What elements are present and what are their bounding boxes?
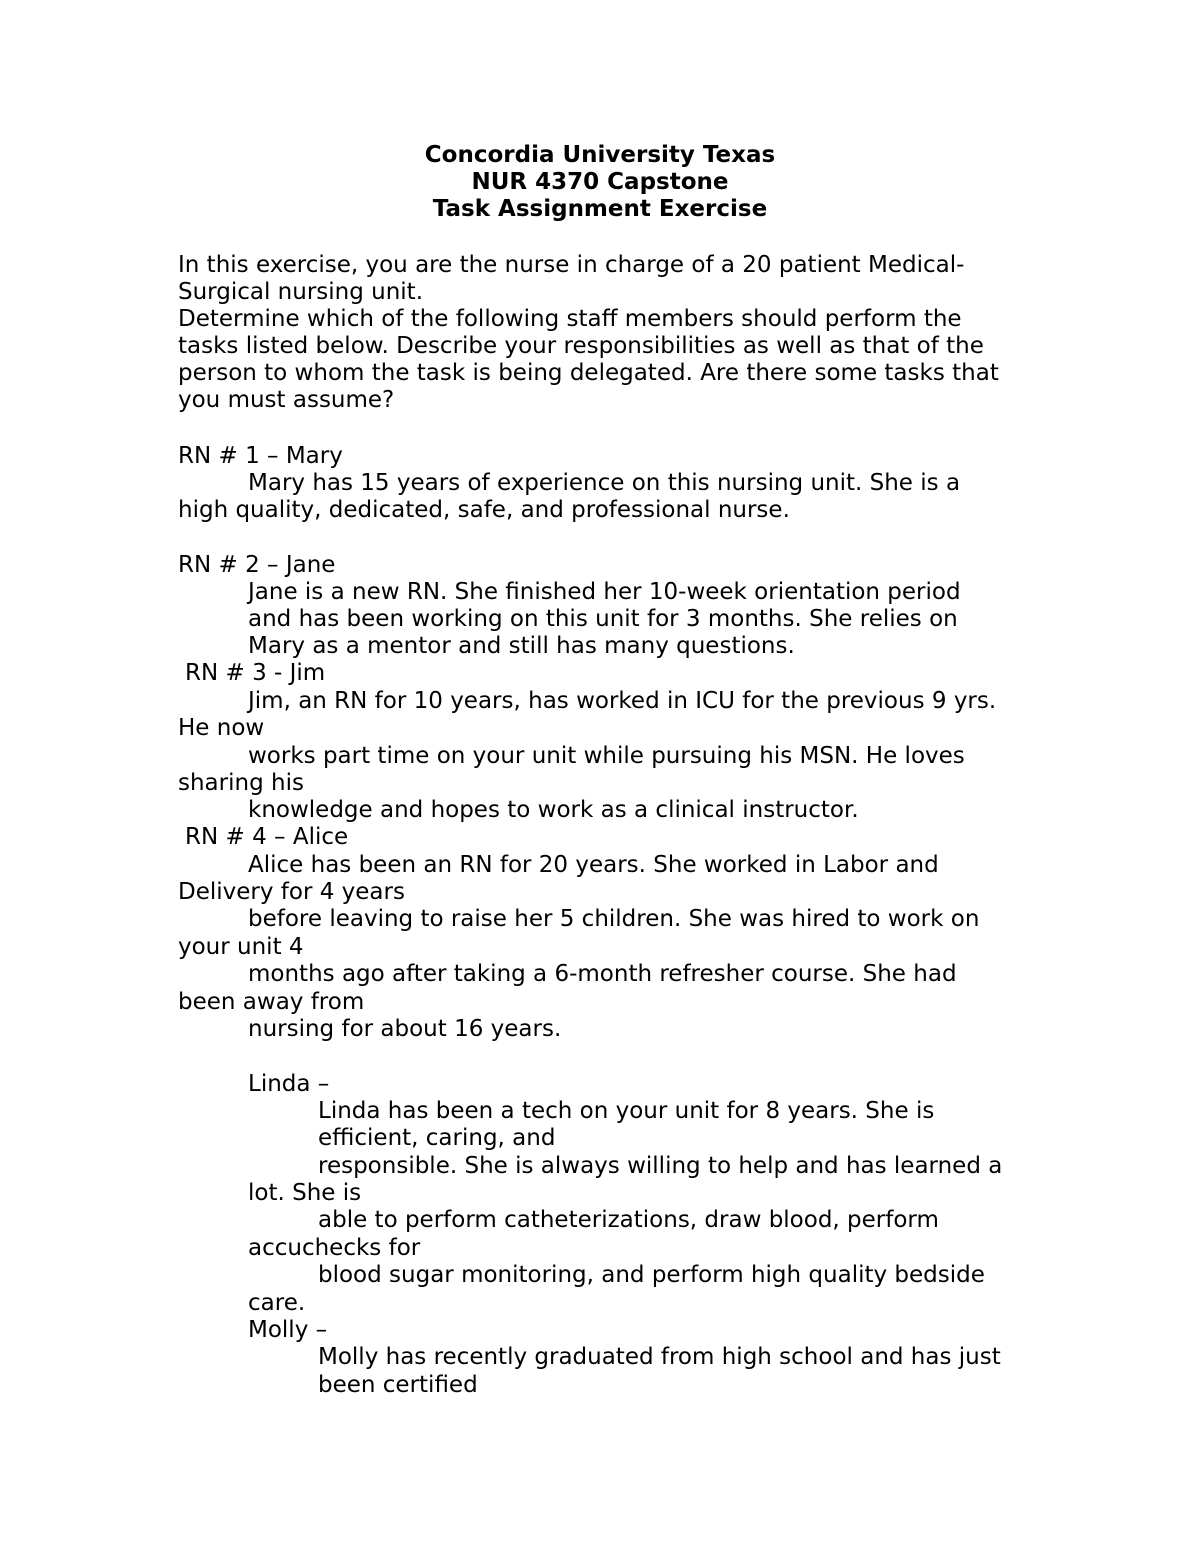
staff-heading-rn3: RN # 3 - Jim (185, 660, 326, 686)
staff-heading-linda: Linda – (248, 1071, 330, 1097)
staff-heading-rn1: RN # 1 – Mary (178, 443, 343, 469)
staff-description-line: your unit 4 (178, 934, 304, 960)
intro-line: In this exercise, you are the nurse in charge of a 20 patient Medical- (178, 252, 965, 278)
intro-line: person to whom the task is being delegated. Are there some tasks that (178, 360, 999, 386)
staff-description-line: blood sugar monitoring, and perform high quality bedside (318, 1262, 985, 1288)
staff-description-line: sharing his (178, 770, 304, 796)
staff-description-line: high quality, dedicated, safe, and professional nurse. (178, 497, 790, 523)
course-title: NUR 4370 Capstone (471, 169, 729, 195)
staff-description-line: responsible. She is always willing to help and has learned a (318, 1153, 1003, 1179)
staff-description-line: nursing for about 16 years. (248, 1016, 562, 1042)
staff-description-line: lot. She is (248, 1180, 362, 1206)
staff-heading-molly: Molly – (248, 1317, 328, 1343)
staff-heading-rn4: RN # 4 – Alice (185, 824, 349, 850)
staff-description-line: able to perform catheterizations, draw blood, perform (318, 1207, 939, 1233)
staff-description-line: efficient, caring, and (318, 1125, 556, 1151)
staff-description-line: Mary as a mentor and still has many questions. (248, 633, 795, 659)
staff-description-line: Molly has recently graduated from high school and has just (318, 1344, 1001, 1370)
staff-description-line: knowledge and hopes to work as a clinical instructor. (248, 797, 859, 823)
staff-description-line: Mary has 15 years of experience on this nursing unit. She is a (248, 470, 961, 496)
staff-description-line: care. (248, 1290, 306, 1316)
staff-description-line: been certified (318, 1372, 478, 1398)
staff-description-line: Jim, an RN for 10 years, has worked in ICU for the previous 9 yrs. (248, 688, 997, 714)
intro-line: you must assume? (178, 387, 395, 413)
staff-description-line: accuchecks for (248, 1235, 421, 1261)
staff-description-line: Alice has been an RN for 20 years. She worked in Labor and (248, 852, 939, 878)
staff-description-line: and has been working on this unit for 3 months. She relies on (248, 606, 958, 632)
staff-description-line: Delivery for 4 years (178, 879, 405, 905)
university-title: Concordia University Texas (424, 142, 776, 168)
staff-heading-rn2: RN # 2 – Jane (178, 552, 336, 578)
exercise-title: Task Assignment Exercise (432, 196, 768, 222)
staff-description-line: Linda has been a tech on your unit for 8 years. She is (318, 1098, 935, 1124)
staff-description-line: been away from (178, 989, 365, 1015)
staff-description-line: months ago after taking a 6-month refresher course. She had (248, 961, 957, 987)
staff-description-line: before leaving to raise her 5 children. She was hired to work on (248, 906, 980, 932)
intro-line: Determine which of the following staff members should perform the (178, 306, 962, 332)
staff-description-line: Jane is a new RN. She finished her 10-week orientation period (248, 579, 961, 605)
staff-description-line: He now (178, 715, 265, 741)
intro-line: Surgical nursing unit. (178, 279, 424, 305)
staff-description-line: works part time on your unit while pursuing his MSN. He loves (248, 743, 965, 769)
intro-line: tasks listed below. Describe your responsibilities as well as that of the (178, 333, 984, 359)
